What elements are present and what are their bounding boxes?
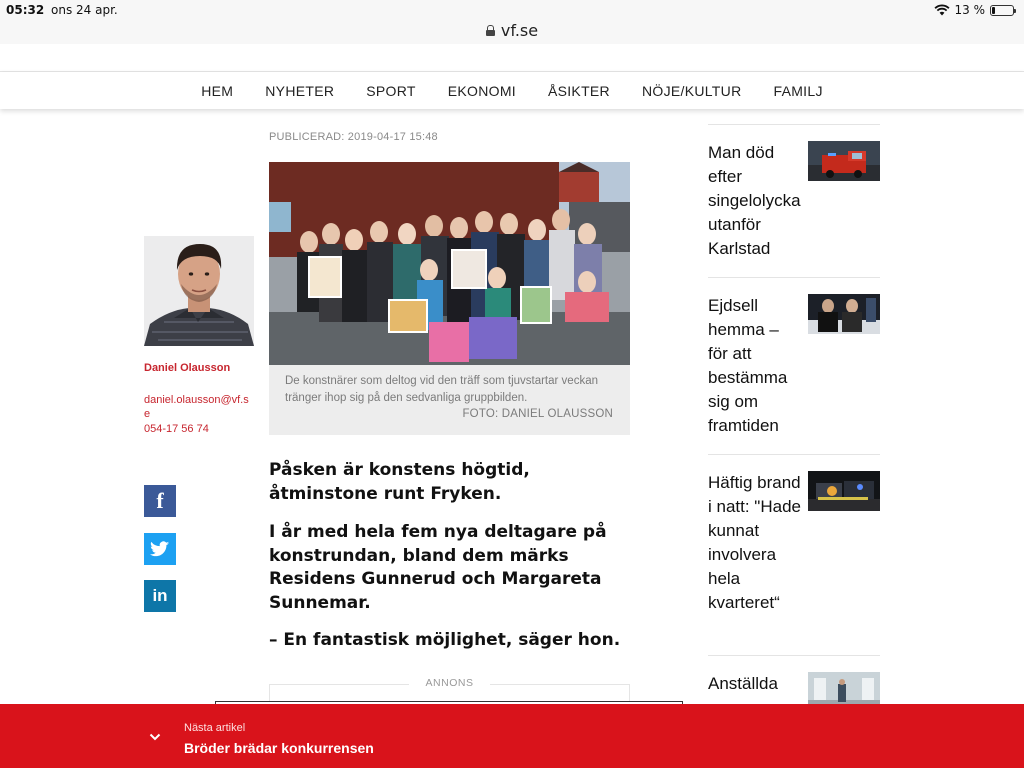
nav-item-noje-kultur[interactable]: NÖJE/KULTUR [641,82,742,99]
author-email[interactable]: daniel.olausson@vf.se [144,394,249,420]
wifi-icon [934,4,950,16]
status-time: 05:32 [6,3,45,17]
lock-icon [486,25,495,36]
main-nav [0,72,1024,109]
lead-paragraph-3: – En fantastisk möjlighet, säger hon. [269,630,621,650]
twitter-share-button[interactable] [144,533,176,565]
facebook-icon: f [156,488,164,513]
nav-item-ekonomi[interactable]: EKONOMI [447,82,516,99]
author-avatar [144,236,254,346]
fire-truck-image[interactable] [808,141,880,181]
battery-percent: 13 % [954,3,985,17]
article-figure [269,162,630,435]
nav-item-asikter[interactable]: ÅSIKTER [547,82,610,99]
nav-item-familj[interactable]: FAMILJ [773,82,823,99]
sidebar-separator [708,277,880,278]
linkedin-icon: in [152,586,168,605]
sidebar-item-title[interactable]: Ejdsell hemma – för att bestämma sig om framtiden [708,296,788,435]
lead-paragraph-1: Påsken är konstens högtid, åtminstone runt Fryken. [269,460,530,504]
facebook-share-button[interactable] [144,485,176,517]
site-header-strip [0,44,1024,72]
status-right [934,3,1015,17]
nav-item-nyheter[interactable]: NYHETER [265,82,335,99]
chevron-down-icon[interactable] [149,731,161,743]
author-name[interactable]: Daniel Olausson [144,362,231,374]
sidebar-separator [708,655,880,656]
nav-item-hem[interactable]: HEM [201,82,234,99]
image-caption: De konstnärer som deltog vid den träff som tjuvstartar veckan tränger ihop sig på den sedvanliga gruppbilden. [285,375,598,404]
next-article-label: Nästa artikel [184,722,246,734]
twitter-icon [150,541,170,558]
url-display[interactable] [486,21,538,40]
address-bar[interactable] [0,20,1024,44]
battery-icon [990,5,1014,16]
sidebar-item-title[interactable]: Anställda [708,674,778,693]
sidebar-item-title[interactable]: Häftig brand i natt: "Hade kunnat involvera hela kvarteret“ [708,473,801,612]
next-article-bar[interactable] [0,704,1024,768]
ad-label: ANNONS [269,677,630,689]
hockey-players-image[interactable] [808,294,880,334]
sidebar-item-title[interactable]: Man död efter singelolycka utanför Karlstad [708,143,801,258]
linkedin-share-button[interactable] [144,580,176,612]
published-date: PUBLICERAD: 2019-04-17 15:48 [269,131,438,143]
url-text: vf.se [500,21,539,40]
next-article-title[interactable]: Bröder brädar konkurrensen [184,740,374,756]
image-credit: FOTO: DANIEL OLAUSSON [462,408,613,420]
sidebar-separator [708,454,880,455]
sidebar-divider [708,124,880,125]
group-photo[interactable] [269,162,630,365]
status-bar [0,0,1024,20]
status-date: ons 24 apr. [51,3,118,17]
lead-paragraph-2: I år med hela fem nya deltagare på konstrundan, bland dem märks Residens Gunnerud och Margareta Sunnemar. [269,522,607,613]
nav-item-sport[interactable]: SPORT [366,82,416,99]
author-phone[interactable]: 054-17 56 74 [144,423,209,435]
ad-slot[interactable] [269,684,630,702]
night-fire-image[interactable] [808,471,880,511]
